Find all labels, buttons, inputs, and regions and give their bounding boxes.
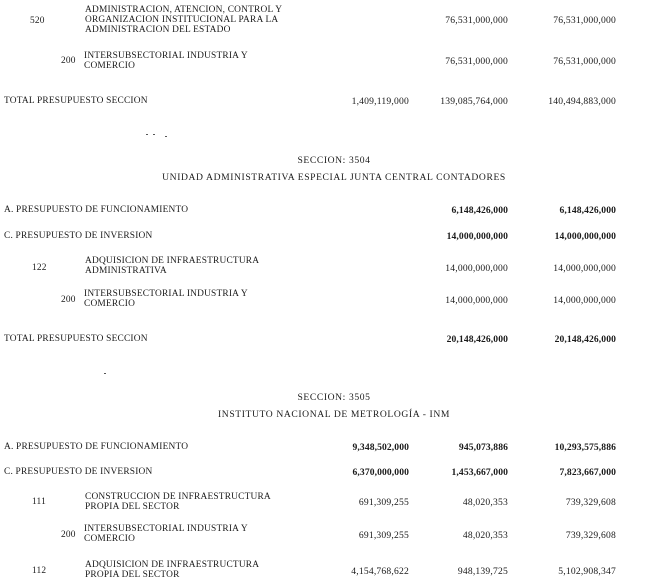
inversion-label: C. PRESUPUESTO DE INVERSION	[4, 231, 153, 241]
value-col1: 4,154,768,622	[351, 566, 409, 577]
funcionamiento-label: A. PRESUPUESTO DE FUNCIONAMIENTO	[4, 205, 189, 215]
value-col2: 948,139,725	[457, 566, 508, 577]
value-col3: 14,000,000,000	[553, 295, 616, 306]
program-description-line: ADMINISTRACION DEL ESTADO	[85, 25, 231, 35]
total-col2: 139,085,764,000	[440, 96, 508, 107]
total-label: TOTAL PRESUPUESTO SECCION	[4, 96, 148, 106]
value-col2: 14,000,000,000	[445, 263, 508, 274]
value-col2: 14,000,000,000	[445, 295, 508, 306]
inversion-col2: 14,000,000,000	[446, 231, 508, 242]
subprogram-description-line: COMERCIO	[84, 534, 136, 544]
scan-speck	[104, 373, 106, 374]
program-description-line: CONSTRUCCION DE INFRAESTRUCTURA	[85, 492, 271, 502]
section-title: SECCION: 3504	[297, 155, 371, 166]
funcionamiento-label: A. PRESUPUESTO DE FUNCIONAMIENTO	[4, 442, 189, 452]
program-code: 122	[32, 263, 47, 273]
value-col3: 5,102,908,347	[558, 566, 616, 577]
section-name: INSTITUTO NACIONAL DE METROLOGÍA - INM	[218, 409, 450, 420]
total-col1: 1,409,119,000	[351, 96, 409, 107]
value-col3: 739,329,608	[565, 497, 616, 508]
inversion-col3: 7,823,667,000	[559, 467, 616, 478]
scan-speck	[146, 134, 148, 135]
program-description-line: PROPIA DEL SECTOR	[85, 502, 180, 512]
value-col3: 14,000,000,000	[553, 263, 616, 274]
subprogram-description-line: INTERSUBSECTORIAL INDUSTRIA Y	[84, 524, 248, 534]
program-description-line: ADQUISICION DE INFRAESTRUCTURA	[85, 256, 260, 266]
scan-speck	[153, 134, 155, 135]
subprogram-description-line: COMERCIO	[84, 299, 136, 309]
subprogram-description-line: COMERCIO	[84, 61, 136, 71]
subprogram-code: 200	[61, 295, 76, 305]
program-description-line: PROPIA DEL SECTOR	[85, 570, 180, 580]
subprogram-code: 200	[61, 530, 76, 540]
total-col3: 140,494,883,000	[548, 96, 616, 107]
scan-speck	[165, 136, 167, 137]
inversion-col3: 14,000,000,000	[554, 231, 616, 242]
inversion-label: C. PRESUPUESTO DE INVERSION	[4, 467, 153, 477]
funcionamiento-col2: 6,148,426,000	[451, 205, 508, 216]
inversion-col1: 6,370,000,000	[352, 467, 409, 478]
program-description-line: ORGANIZACION INSTITUCIONAL PARA LA	[85, 15, 279, 25]
funcionamiento-col2: 945,073,886	[458, 442, 508, 453]
value-col2: 48,020,353	[462, 530, 508, 541]
total-col3: 20,148,426,000	[554, 334, 616, 345]
value-col1: 691,309,255	[358, 530, 409, 541]
subprogram-description-line: INTERSUBSECTORIAL INDUSTRIA Y	[84, 289, 248, 299]
value-col2: 76,531,000,000	[445, 15, 508, 26]
value-col1: 691,309,255	[358, 497, 409, 508]
section-title: SECCION: 3505	[297, 392, 371, 403]
program-code: 520	[30, 16, 45, 26]
funcionamiento-col1: 9,348,502,000	[352, 442, 409, 453]
subprogram-description-line: INTERSUBSECTORIAL INDUSTRIA Y	[84, 51, 248, 61]
value-col3: 76,531,000,000	[553, 56, 616, 67]
total-label: TOTAL PRESUPUESTO SECCION	[4, 334, 148, 344]
value-col2: 76,531,000,000	[445, 56, 508, 67]
value-col2: 48,020,353	[462, 497, 508, 508]
program-code: 112	[32, 566, 47, 576]
program-description-line: ADQUISICION DE INFRAESTRUCTURA	[85, 560, 260, 570]
total-col2: 20,148,426,000	[446, 334, 508, 345]
subprogram-code: 200	[61, 56, 76, 66]
program-code: 111	[32, 497, 46, 507]
program-description-line: ADMINISTRACION, ATENCION, CONTROL Y	[85, 5, 283, 15]
program-description-line: ADMINISTRATIVA	[85, 266, 167, 276]
section-name: UNIDAD ADMINISTRATIVA ESPECIAL JUNTA CENTRAL CONTADORES	[162, 172, 506, 183]
funcionamiento-col3: 10,293,575,886	[554, 442, 616, 453]
inversion-col2: 1,453,667,000	[451, 467, 508, 478]
value-col3: 76,531,000,000	[553, 15, 616, 26]
funcionamiento-col3: 6,148,426,000	[559, 205, 616, 216]
value-col3: 739,329,608	[565, 530, 616, 541]
